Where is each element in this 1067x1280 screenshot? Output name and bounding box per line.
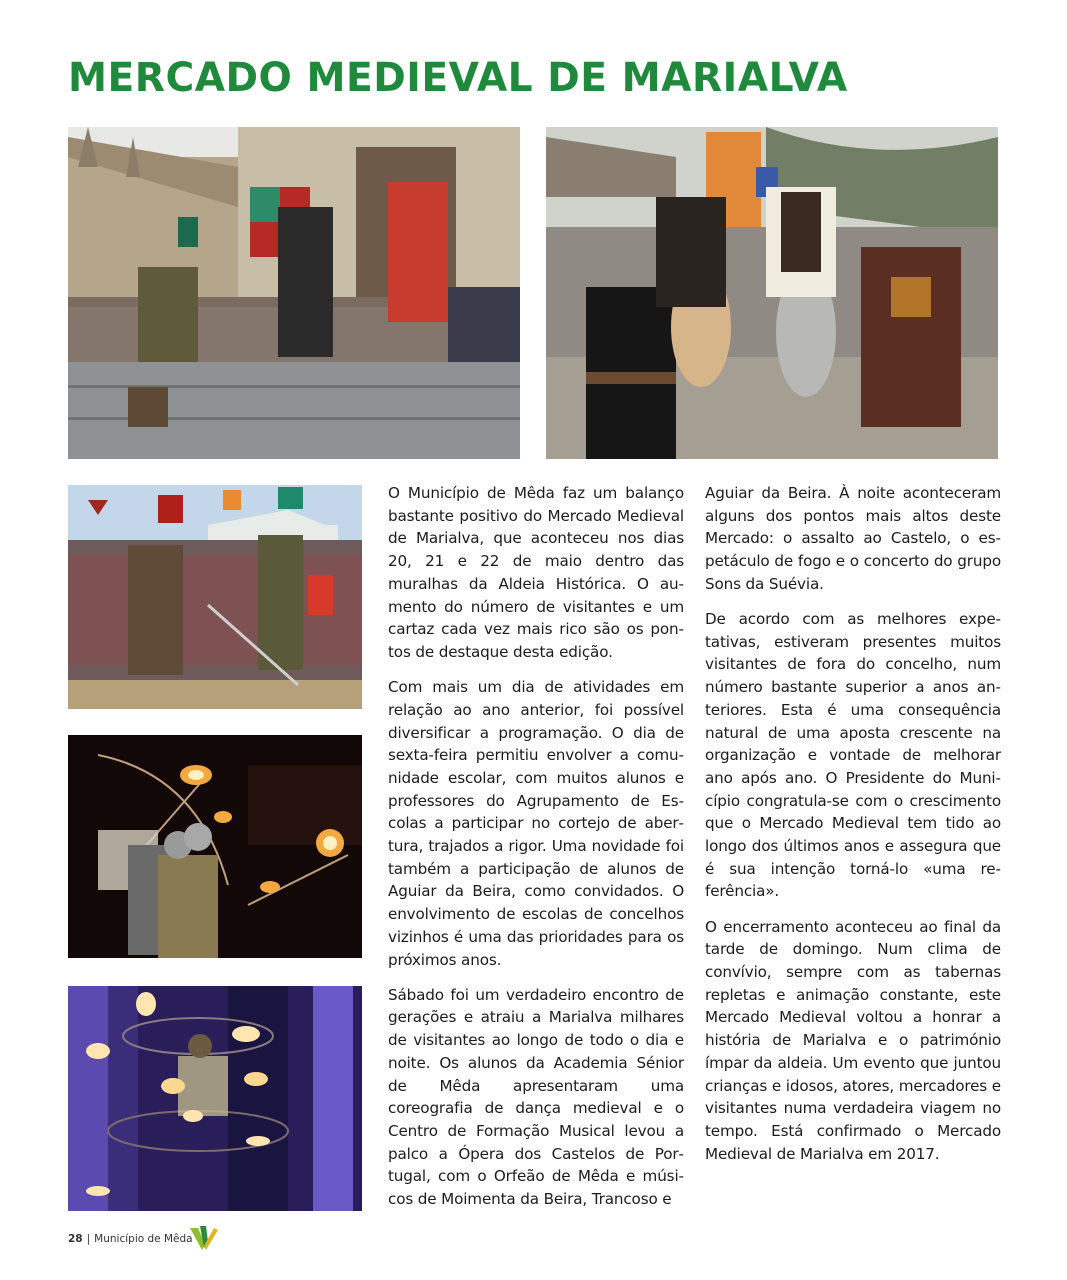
article-column-1 xyxy=(388,482,684,1223)
photo-fire-archers-night xyxy=(68,735,362,958)
meda-v-logo-icon xyxy=(188,1224,220,1252)
paragraph: Sábado foi um verdadeiro encontro de gerações e atraiu a Marialva milhares de visitantes ao longo de todo o dia e noite. Os alunos da Academia Sénior de Mêda apresentaram uma coreografia de dança medieval e o Centro de Formação Musical levou a palco a Ópera dos Castelos de Portugal, com o Orfeão de Mêda e músicos de Moimenta da Beira, Trancoso e xyxy=(388,985,684,1209)
photo-actors-on-church-steps xyxy=(68,127,520,459)
footer-separator: | xyxy=(86,1233,91,1245)
paragraph: Aguiar da Beira. À noite aconteceram alguns dos pontos mais altos deste Mercado: o assalto ao Castelo, o espetáculo de fogo e o concerto do grupo Sons da Suévia. xyxy=(705,484,1001,593)
article-column-2 xyxy=(705,482,1001,1178)
paragraph: Com mais um dia de atividades em relação ao ano anterior, foi possível diversificar a programação. O dia de sexta-feira permitiu envolver a comunidade escolar, com muitos alunos e professores do Agrupamento de Escolas a participar no cortejo de abertura, trajados a rigor. Uma novidade foi também a participação de alunos de Aguiar da Beira, como convidados. O envolvimento de escolas de concelhos vizinhos é uma das prioridades para os próximos anos. xyxy=(388,678,684,969)
photo-sword-fight-crowd xyxy=(68,485,362,709)
paragraph: De acordo com as melhores expetativas, estiveram presentes muitos visitantes de fora do concelho, num número bastante superior a anos anteriores. Esta é uma consequência natural de uma aposta crescente na organização e vontade de melhorar ano após ano. O Presidente do Município congratula-se com o crescimento que o Mercado Medieval tem tido ao longo dos últimos anos e assegura que é sua intenção torná-lo «uma referência». xyxy=(705,610,1001,901)
page-footer xyxy=(68,1233,193,1245)
page-number: 28 xyxy=(68,1233,83,1245)
paragraph: O Município de Mêda faz um balanço bastante positivo do Mercado Medieval de Marialva, que aconteceu nos dias 20, 21 e 22 de maio dentro das muralhas da Aldeia Histórica. O aumento do número de visitantes e um cartaz cada vez mais rico são os pontos de destaque desta edição. xyxy=(388,484,684,661)
article-title: MERCADO MEDIEVAL DE MARIALVA xyxy=(68,55,848,101)
photo-riders-on-horses xyxy=(546,127,998,459)
publication-name: Município de Mêda xyxy=(94,1233,193,1245)
paragraph: O encerramento aconteceu ao final da tarde de domingo. Num clima de convívio, sempre com as tabernas repletas e animação constante, este Mercado Medieval voltou a honrar a história de Marialva e o património ímpar da aldeia. Um evento que juntou crianças e idosos, atores, mercadores e visitantes numa verdadeira viagem no tempo. Está confirmado o Mercado Medieval de Marialva em 2017. xyxy=(705,917,1001,1163)
photo-fire-hoop-dancer xyxy=(68,986,362,1211)
